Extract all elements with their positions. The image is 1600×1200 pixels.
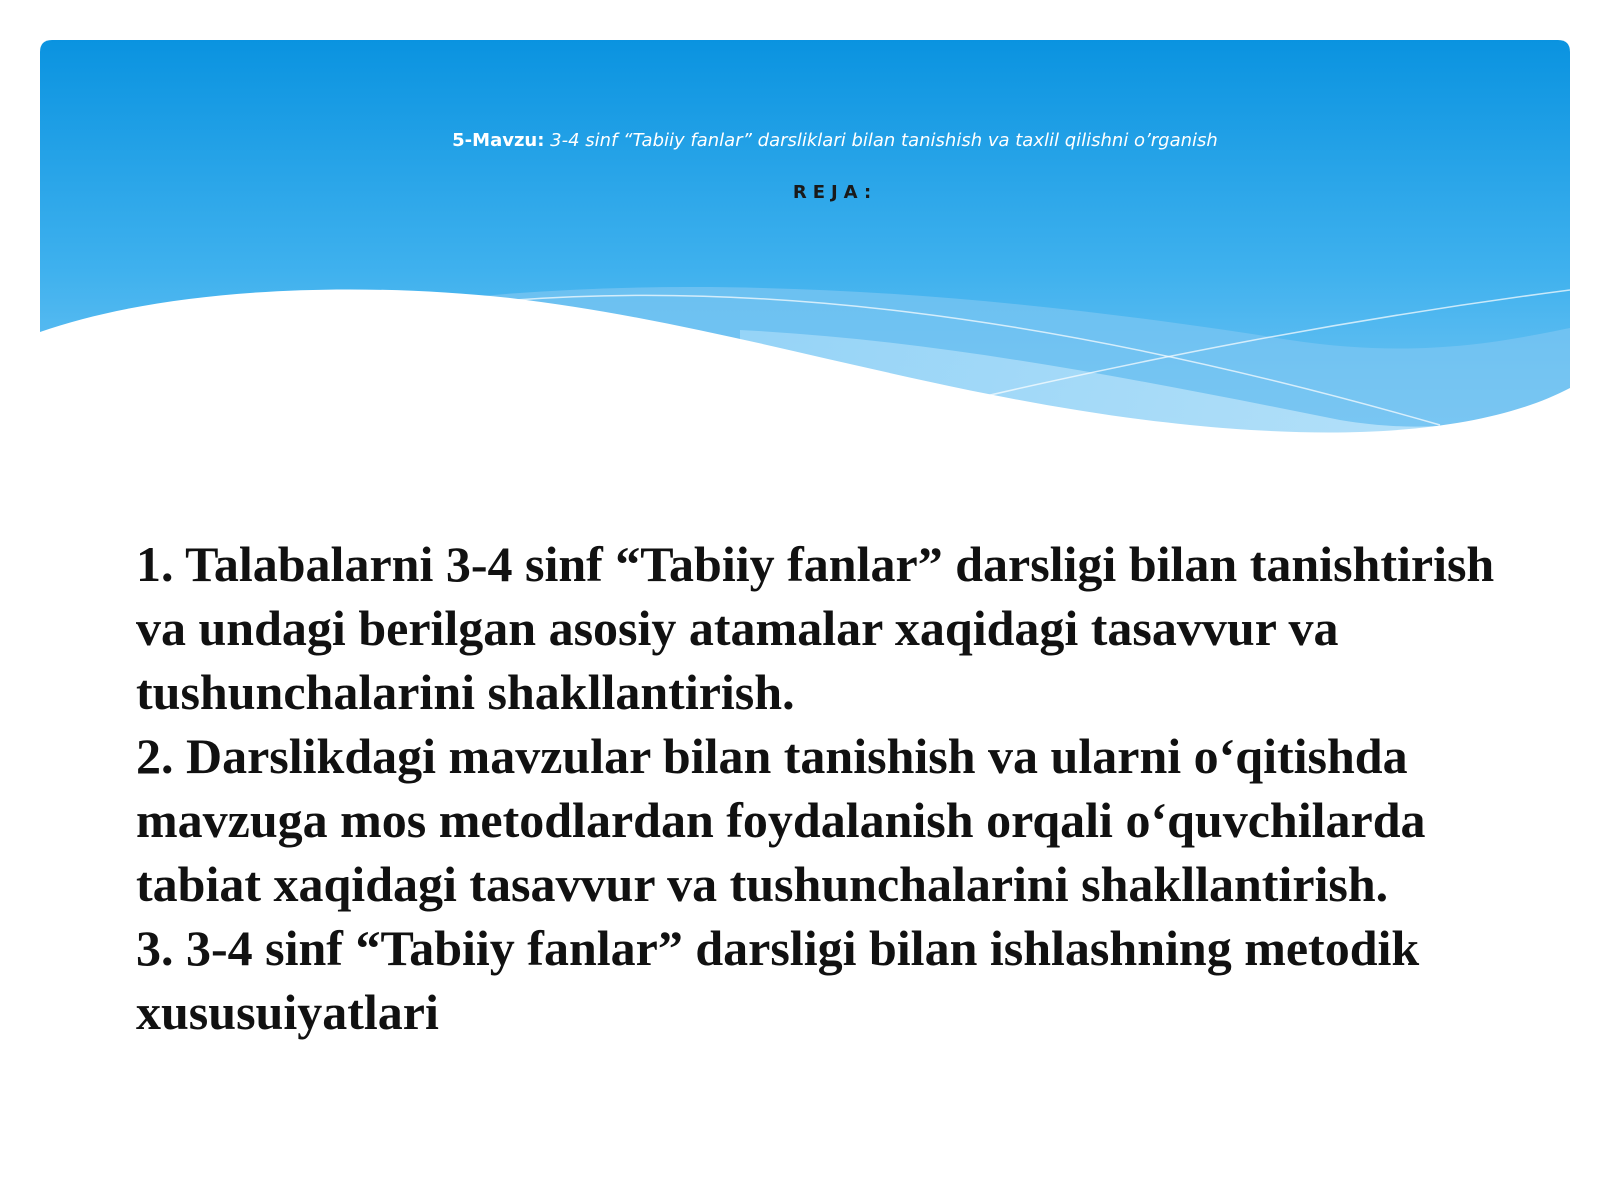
plan-item-3: 3. 3-4 sinf “Tabiiy fanlar” darsligi bilan ishlashning metodik xususuiyatlari — [136, 920, 1420, 1040]
topic-label: 5-Mavzu: — [452, 130, 545, 151]
wave-decoration — [40, 40, 1570, 460]
plan-item-1: 1. Talabalarni 3-4 sinf “Tabiiy fanlar” darsligi bilan tanishtirish va undagi berilgan asosiy atamalar xaqidagi tasavvur va tushunchalarini shakllantirish. — [136, 536, 1495, 720]
header-wave-band — [40, 40, 1570, 460]
topic-title — [40, 130, 1600, 151]
plan-heading: REJA: — [792, 182, 878, 203]
topic-text: 3-4 sinf “Tabiiy fanlar” darsliklari bilan tanishish va taxlil qilishni o’rganish — [544, 130, 1218, 151]
plan-list — [136, 532, 1536, 1044]
plan-item-2: 2. Darslikdagi mavzular bilan tanishish va ularni o‘qitishda mavzuga mos metodlardan foydalanish orqali o‘quvchilarda tabiat xaqidagi tasavvur va tushunchalarini shakllantirish. — [136, 728, 1426, 912]
